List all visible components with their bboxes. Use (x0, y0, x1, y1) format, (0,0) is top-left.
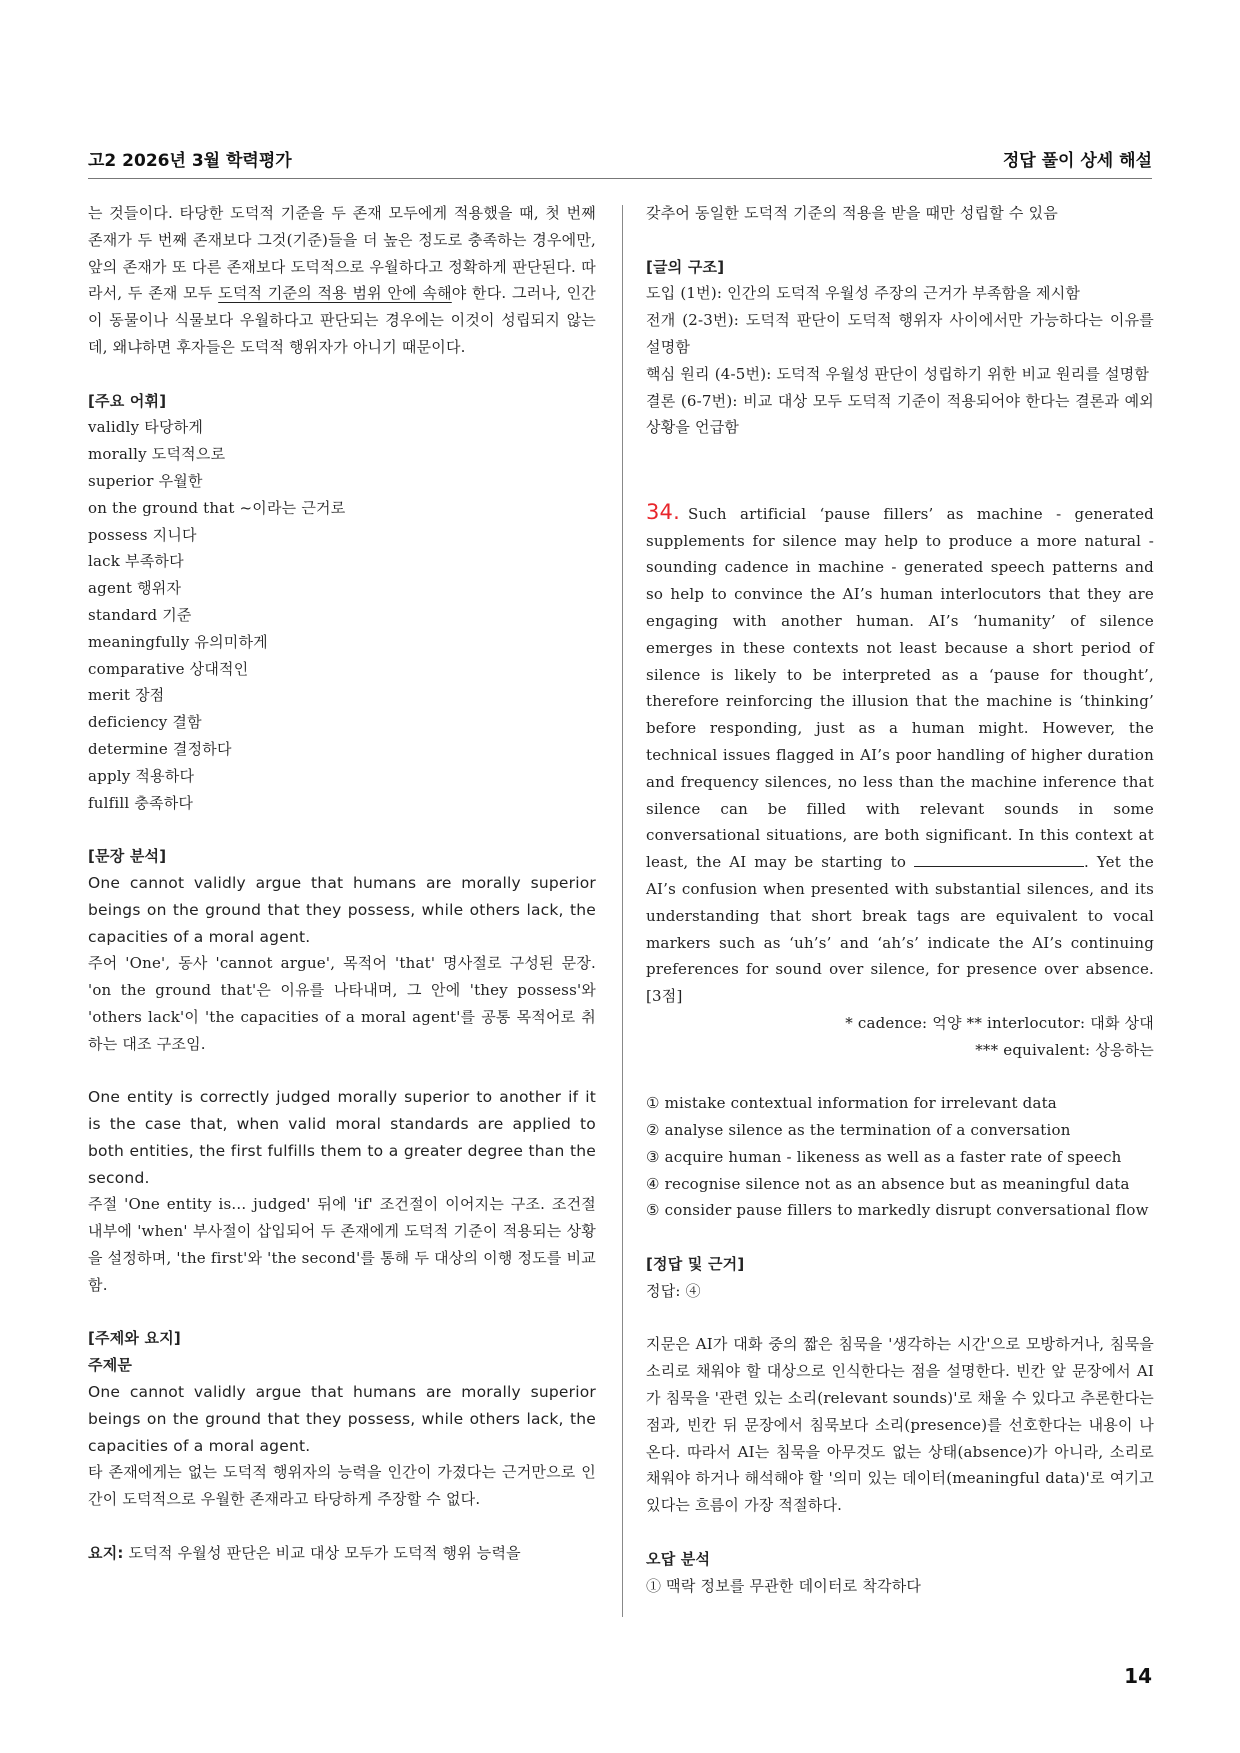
choice-1: ① mistake contextual information for irrelevant data (646, 1094, 1057, 1113)
topic-sentence-english: One cannot validly argue that humans are morally superior beings on the ground that they possess, while others lack, the capacities of a moral agent. (88, 1383, 596, 1455)
underlined-phrase: 도덕적 기준의 적용 범위 안에 속해 (218, 284, 452, 303)
vocab-item: merit 장점 (88, 686, 165, 705)
footnote-line: *** equivalent: 상응하는 (975, 1040, 1154, 1059)
translation-paragraph (88, 200, 596, 361)
spacer (88, 1299, 596, 1326)
blank-line (914, 850, 1084, 867)
structure-item: 전개 (2-3번): 도덕적 판단이 도덕적 행위자 사이에서만 가능하다는 이유를 설명함 (646, 311, 1154, 356)
footnote-line: * cadence: 억양 ** interlocutor: 대화 상대 (845, 1013, 1154, 1032)
spacer (88, 1058, 596, 1085)
spacer (88, 1513, 596, 1540)
structure-item: 핵심 원리 (4-5번): 도덕적 우월성 판단이 성립하기 위한 비교 원리를 설명함 (646, 364, 1150, 383)
analysis-english-sentence: One cannot validly argue that humans are morally superior beings on the ground that they possess, while others lack, the capacities of a moral agent. (88, 873, 596, 946)
question-number: 34. (646, 499, 680, 524)
vocab-item: on the ground that ~이라는 근거로 (88, 498, 346, 517)
theme-heading: [주제와 요지] (88, 1329, 181, 1348)
spacer (646, 441, 1154, 495)
translation-text-cont: 야 한다. 그러나, 인간이 동물이나 식물보다 우월하다고 판단되는 경우에는 이것이 성립되지 않는데, 왜냐하면 후자들은 도덕적 행위자가 아니기 때문이다. (88, 284, 596, 356)
analysis-english-sentence: One entity is correctly judged morally superior to another if it is the case that, when valid moral standards are applied to both entities, the first fulfills them to a greater degree than the second. (88, 1088, 596, 1187)
gist-continued: 갖추어 동일한 도덕적 기준의 적용을 받을 때만 성립할 수 있음 (646, 204, 1058, 222)
choice-4: ④ recognise silence not as an absence but as meaningful data (646, 1174, 1130, 1193)
spacer (646, 1519, 1154, 1546)
vocab-item: apply 적용하다 (88, 766, 195, 785)
passage-text-cont: . Yet the AI’s confusion when presented with substantial silences, and its understanding that short break tags are equivalent to vocal markers such as ‘uh’s’ and ‘ah’s’ indicate the AI’s continuing preferences for sound over silence, for presence over absence. [3점] (646, 853, 1154, 1006)
vocab-heading: [주요 어휘] (88, 391, 167, 410)
answer-line: 정답: ④ (646, 1281, 701, 1300)
wrong-analysis-heading: 오답 분석 (646, 1549, 711, 1568)
passage-text: Such artificial ‘pause fillers’ as machine - generated supplements for silence may help to produce a more natural - sounding cadence in machine - generated speech patterns and so help to convince the AI’s human interlocutors that they are engaging with another human. AI’s ‘humanity’ of silence emerges in these contexts not least because a short period of silence is likely to be interpreted as a ‘pause for thought’, therefore reinforcing the illusion that the machine is ‘thinking’ before responding, just as a human might. However, the technical issues flagged in AI’s poor handling of higher duration and frequency silences, no less than the machine inference that silence can be filled with relevant sounds in some conversational situations, are both significant. In this context at least, the AI may be starting to (646, 504, 1154, 872)
exam-title: 고2 2026년 3월 학력평가 (88, 151, 292, 171)
vocab-item: agent 행위자 (88, 579, 182, 598)
page-header (88, 146, 1152, 171)
choice-3: ③ acquire human - likeness as well as a faster rate of speech (646, 1147, 1122, 1166)
vocab-item: comparative 상대적인 (88, 659, 249, 678)
analysis-korean-explanation: 주어 'One', 동사 'cannot argue', 목적어 'that' 명사절로 구성된 문장. 'on the ground that'은 이유를 나타내며, 그 안에 'they possess'와 'others lack'이 'the capacities of a moral agent'를 공통 목적어로 취하는 대조 구조임. (88, 954, 596, 1053)
choice-5: ⑤ consider pause fillers to markedly disrupt conversational flow (646, 1201, 1149, 1220)
gist-text: 도덕적 우월성 판단은 비교 대상 모두가 도덕적 행위 능력을 (123, 1543, 521, 1562)
gist-line (88, 1540, 596, 1567)
right-column (646, 200, 1154, 1599)
vocab-item: superior 우월한 (88, 471, 203, 490)
vocab-list (88, 414, 596, 816)
vocab-item: deficiency 결함 (88, 713, 202, 732)
spacer (88, 816, 596, 843)
spacer (88, 361, 596, 388)
vocab-item: fulfill 충족하다 (88, 793, 194, 812)
topic-sentence-label: 주제문 (88, 1356, 133, 1375)
vocab-item: morally 도덕적으로 (88, 445, 226, 464)
spacer (646, 1064, 1154, 1091)
answer-heading: [정답 및 근거] (646, 1255, 745, 1274)
choice-2: ② analyse silence as the termination of a conversation (646, 1121, 1071, 1140)
structure-heading: [글의 구조] (646, 257, 725, 276)
vocab-item: possess 지니다 (88, 525, 197, 544)
gist-label: 요지: (88, 1543, 124, 1562)
translation-text: 는 것들이다. 타당한 도덕적 기준을 두 존재 모두에게 적용했을 때, 첫 번째 존재가 두 번째 존재보다 그것(기준)들을 더 높은 정도로 충족하는 경우에만, 앞의 존재가 또 다른 존재보다 도덕적으로 우월하다고 정확하게 판단된다. 따라서, 두 존재 모두 (88, 204, 596, 303)
section-title: 정답 풀이 상세 해설 (1002, 151, 1152, 171)
spacer (646, 1224, 1154, 1251)
wrong-analysis-item: ① 맥락 정보를 무관한 데이터로 착각하다 (646, 1576, 922, 1595)
question-passage (646, 499, 1154, 1010)
column-divider (622, 205, 623, 1617)
answer-choices (646, 1090, 1154, 1224)
vocab-item: lack 부족하다 (88, 552, 184, 571)
spacer (646, 1305, 1154, 1332)
topic-sentence-korean: 타 존재에게는 없는 도덕적 행위자의 능력을 인간이 가졌다는 근거만으로 인간이 도덕적으로 우월한 존재라고 타당하게 주장할 수 없다. (88, 1463, 596, 1509)
vocab-item: validly 타당하게 (88, 418, 204, 437)
header-divider (88, 178, 1152, 179)
vocab-item: determine 결정하다 (88, 739, 232, 758)
answer-explanation: 지문은 AI가 대화 중의 짧은 침묵을 '생각하는 시간'으로 모방하거나, 침묵을 소리로 채워야 할 대상으로 인식한다는 점을 설명한다. 빈칸 앞 문장에서 AI가 침묵을 '관련 있는 소리(relevant sounds)'로 채울 수 있다고 추론한다는 점과, 빈칸 뒤 문장에서 침묵보다 소리(presence)를 선호한다는 내용이 나온다. 따라서 AI는 침묵을 아무것도 없는 상태(absence)가 아니라, 소리로 채워야 하거나 해석해야 할 '의미 있는 데이터(meaningful data)'로 여기고 있다는 흐름이 가장 적절하다. (646, 1335, 1154, 1515)
spacer (646, 227, 1154, 254)
analysis-korean-explanation: 주절 'One entity is... judged' 뒤에 'if' 조건절이 이어지는 구조. 조건절 내부에 'when' 부사절이 삽입되어 두 존재에게 도덕적 기준이 적용되는 상황을 설정하며, 'the first'와 'the second'를 통해 두 대상의 이행 정도를 비교함. (88, 1195, 596, 1294)
structure-item: 도입 (1번): 인간의 도덕적 우월성 주장의 근거가 부족함을 제시함 (646, 284, 1081, 303)
vocab-item: standard 기준 (88, 605, 192, 624)
vocab-item: meaningfully 유의미하게 (88, 632, 268, 651)
left-column (88, 200, 596, 1567)
structure-item: 결론 (6-7번): 비교 대상 모두 도덕적 기준이 적용되어야 한다는 결론과 예외 상황을 언급함 (646, 391, 1154, 437)
page-number: 14 (1124, 1664, 1152, 1688)
sentence-analysis-heading: [문장 분석] (88, 847, 167, 866)
